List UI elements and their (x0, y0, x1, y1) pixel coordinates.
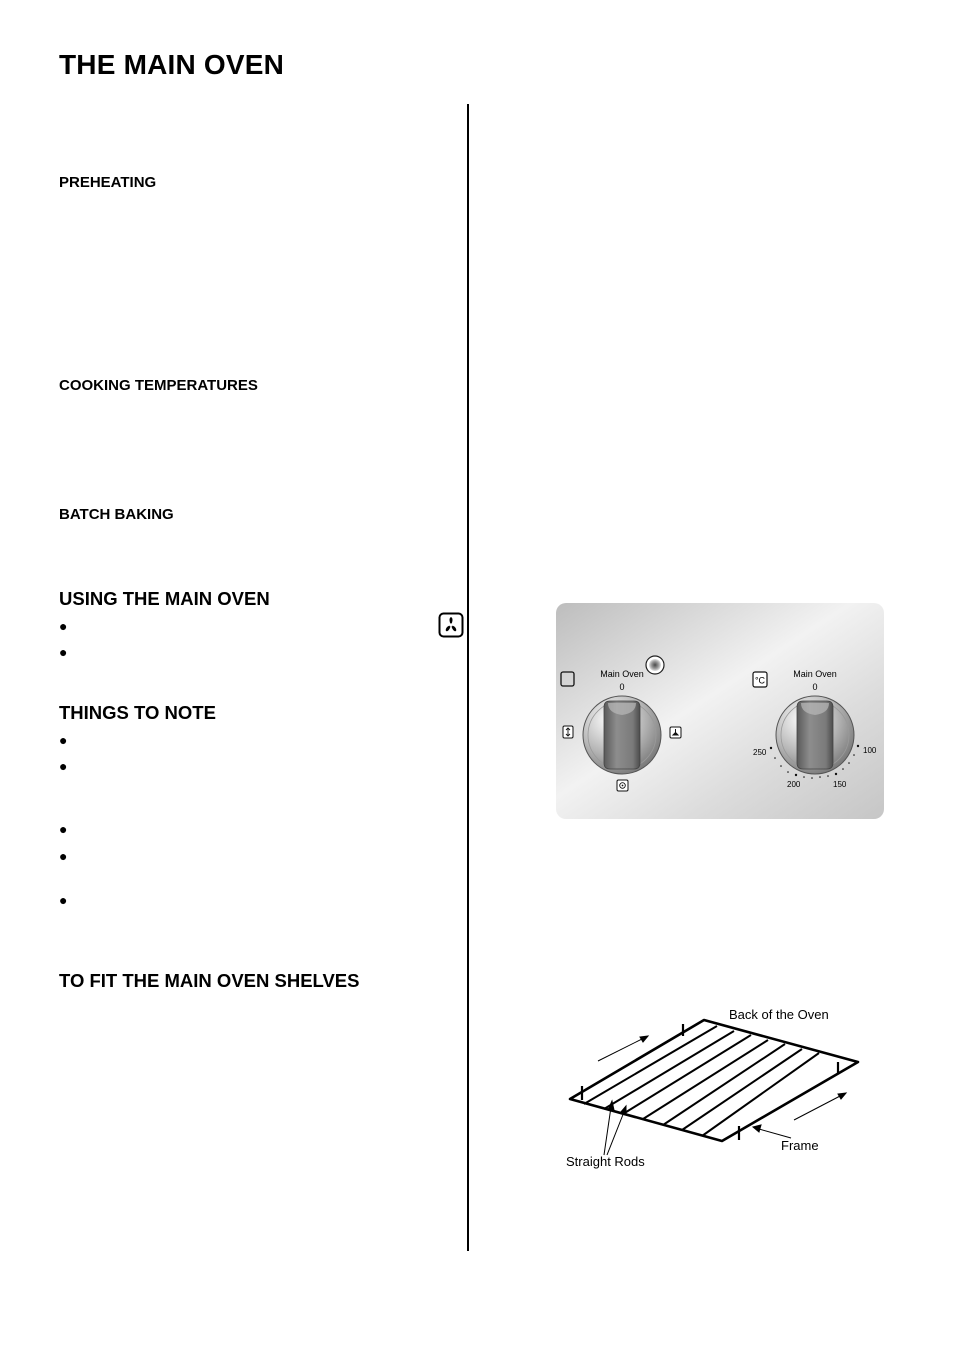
column-divider (467, 104, 469, 1251)
back-of-oven-label: Back of the Oven (729, 1007, 829, 1022)
right-knob-zero: 0 (812, 682, 818, 692)
heading-things-to-note: THINGS TO NOTE (59, 702, 216, 723)
bullet: ● (59, 821, 68, 837)
right-knob (776, 696, 854, 774)
heading-preheating: PREHEATING (59, 174, 157, 191)
bullet: ● (59, 848, 68, 864)
temp-tick-250: 250 (753, 748, 767, 757)
page-title: THE MAIN OVEN (59, 49, 285, 80)
left-knob-zero: 0 (619, 682, 625, 692)
fan-function-icon (670, 727, 681, 738)
temp-tick-150: 150 (833, 780, 847, 789)
bullet: ● (59, 758, 68, 774)
control-panel-illustration (556, 603, 884, 819)
shelf-diagram (556, 1000, 876, 1180)
temp-tick-200: 200 (787, 780, 801, 789)
bullet: ● (59, 644, 68, 660)
indicator-light-icon (646, 656, 664, 674)
left-knob (583, 696, 661, 774)
frame-label: Frame (781, 1138, 819, 1153)
svg-text:°C: °C (754, 675, 766, 686)
left-knob-label: Main Oven (600, 669, 644, 679)
conventional-icon (563, 726, 573, 738)
fan-icon (438, 612, 464, 638)
temperature-icon (753, 672, 767, 687)
right-knob-label: Main Oven (793, 669, 837, 679)
temp-tick-100: 100 (863, 746, 877, 755)
shelf-frame (570, 1020, 858, 1141)
heading-batch-baking: BATCH BAKING (59, 506, 174, 523)
bullet: ● (59, 732, 68, 748)
bullet: ● (59, 892, 68, 908)
defrost-icon (617, 780, 628, 791)
bullet: ● (59, 618, 68, 634)
heading-cooking-temperatures: COOKING TEMPERATURES (59, 377, 258, 394)
straight-rods-label: Straight Rods (566, 1154, 645, 1169)
heading-using-main-oven: USING THE MAIN OVEN (59, 588, 270, 609)
heading-fit-shelves: TO FIT THE MAIN OVEN SHELVES (59, 970, 360, 991)
